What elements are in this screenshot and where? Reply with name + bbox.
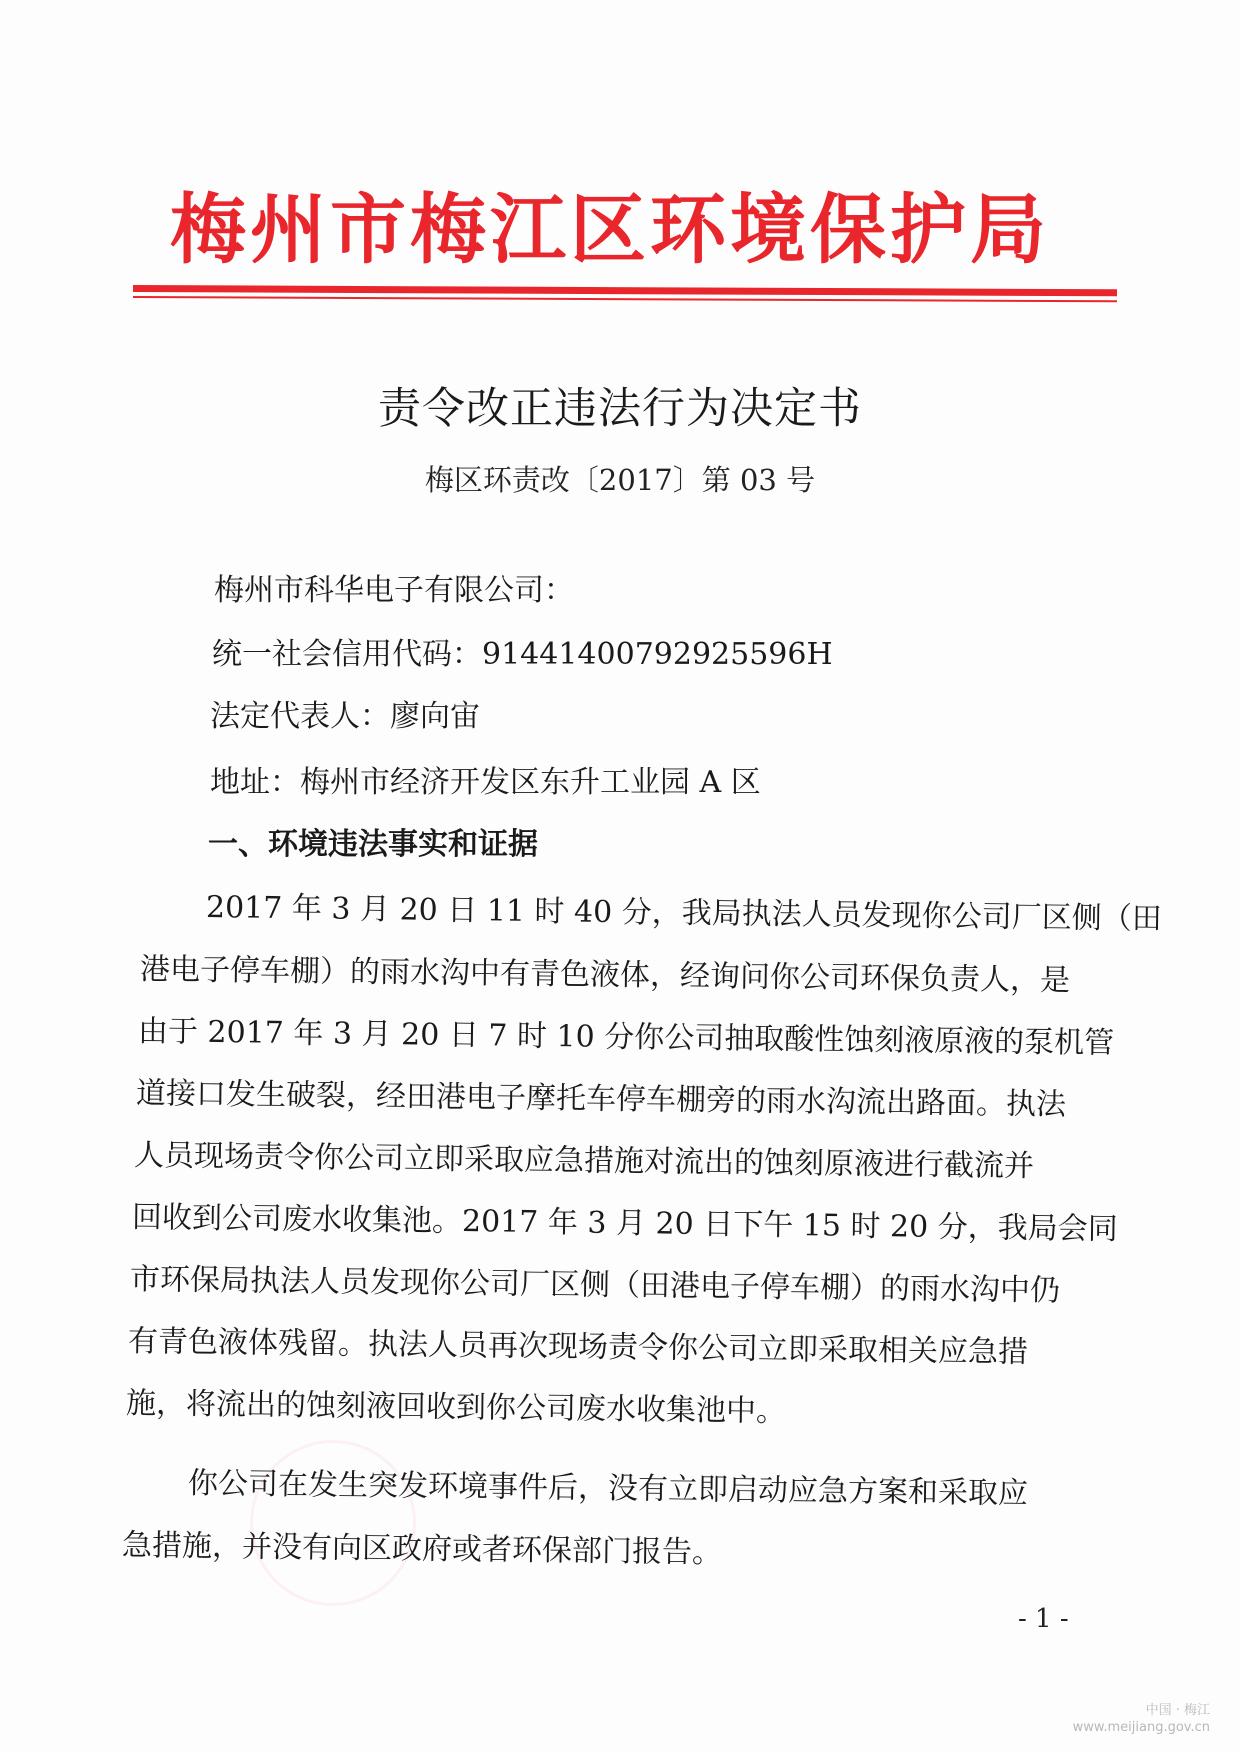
paragraph-line: 施，将流出的蚀刻液回收到你公司废水收集池中。 [125, 1386, 787, 1430]
paragraph-line: 港电子停车棚）的雨水沟中有青色液体，经询问你公司环保负责人，是 [139, 952, 1071, 999]
document-title: 责令改正违法行为决定书 [378, 384, 862, 434]
recipient-credit-code: 统一社会信用代码：91441400792925596H [212, 637, 833, 672]
header-red-rule-thick [133, 285, 1117, 296]
site-watermark [1073, 1702, 1210, 1737]
paragraph-line: 人员现场责令你公司立即采取应急措施对流出的蚀刻原液进行截流并 [133, 1138, 1035, 1184]
paragraph-line: 由于 2017 年 3 月 20 日 7 时 10 分你公司抽取酸性蚀刻液原液的泵机管 [137, 1014, 1115, 1061]
watermark-site-url: www.meijiang.gov.cn [1072, 1720, 1210, 1736]
faint-seal-stamp [250, 1440, 416, 1606]
header-red-rule-thin [133, 296, 1117, 302]
recipient-address: 地址：梅州市经济开发区东升工业园 A 区 [210, 765, 761, 800]
page-number: - 1 - [1018, 1604, 1069, 1634]
paragraph-line: 回收到公司废水收集池。2017 年 3 月 20 日下午 15 时 20 分，我局会同 [131, 1200, 1118, 1248]
paragraph-line: 急措施，并没有向区政府或者环保部门报告。 [121, 1528, 723, 1571]
watermark-site-name: 中国 · 梅江 [1145, 1702, 1210, 1718]
document-number: 梅区环责改〔2017〕第 03 号 [424, 463, 816, 497]
paragraph-line: 2017 年 3 月 20 日 11 时 40 分，我局执法人员发现你公司厂区侧（田 [205, 890, 1162, 937]
paragraph-line: 市环保局执法人员发现你公司厂区侧（田港电子停车棚）的雨水沟中仍 [129, 1262, 1061, 1309]
recipient-legal-representative: 法定代表人：廖向宙 [210, 699, 480, 734]
paragraph-line: 有青色液体残留。执法人员再次现场责令你公司立即采取相关应急措 [127, 1324, 1029, 1370]
section-heading-facts: 一、环境违法事实和证据 [208, 827, 538, 862]
paragraph-line: 你公司在发生突发环境事件后，没有立即启动应急方案和采取应 [187, 1466, 1029, 1512]
paragraph-line: 道接口发生破裂，经田港电子摩托车停车棚旁的雨水沟流出路面。执法 [135, 1076, 1067, 1123]
recipient-company: 梅州市科华电子有限公司： [214, 573, 574, 608]
agency-header: 梅州市梅江区环境保护局 [170, 185, 1050, 274]
